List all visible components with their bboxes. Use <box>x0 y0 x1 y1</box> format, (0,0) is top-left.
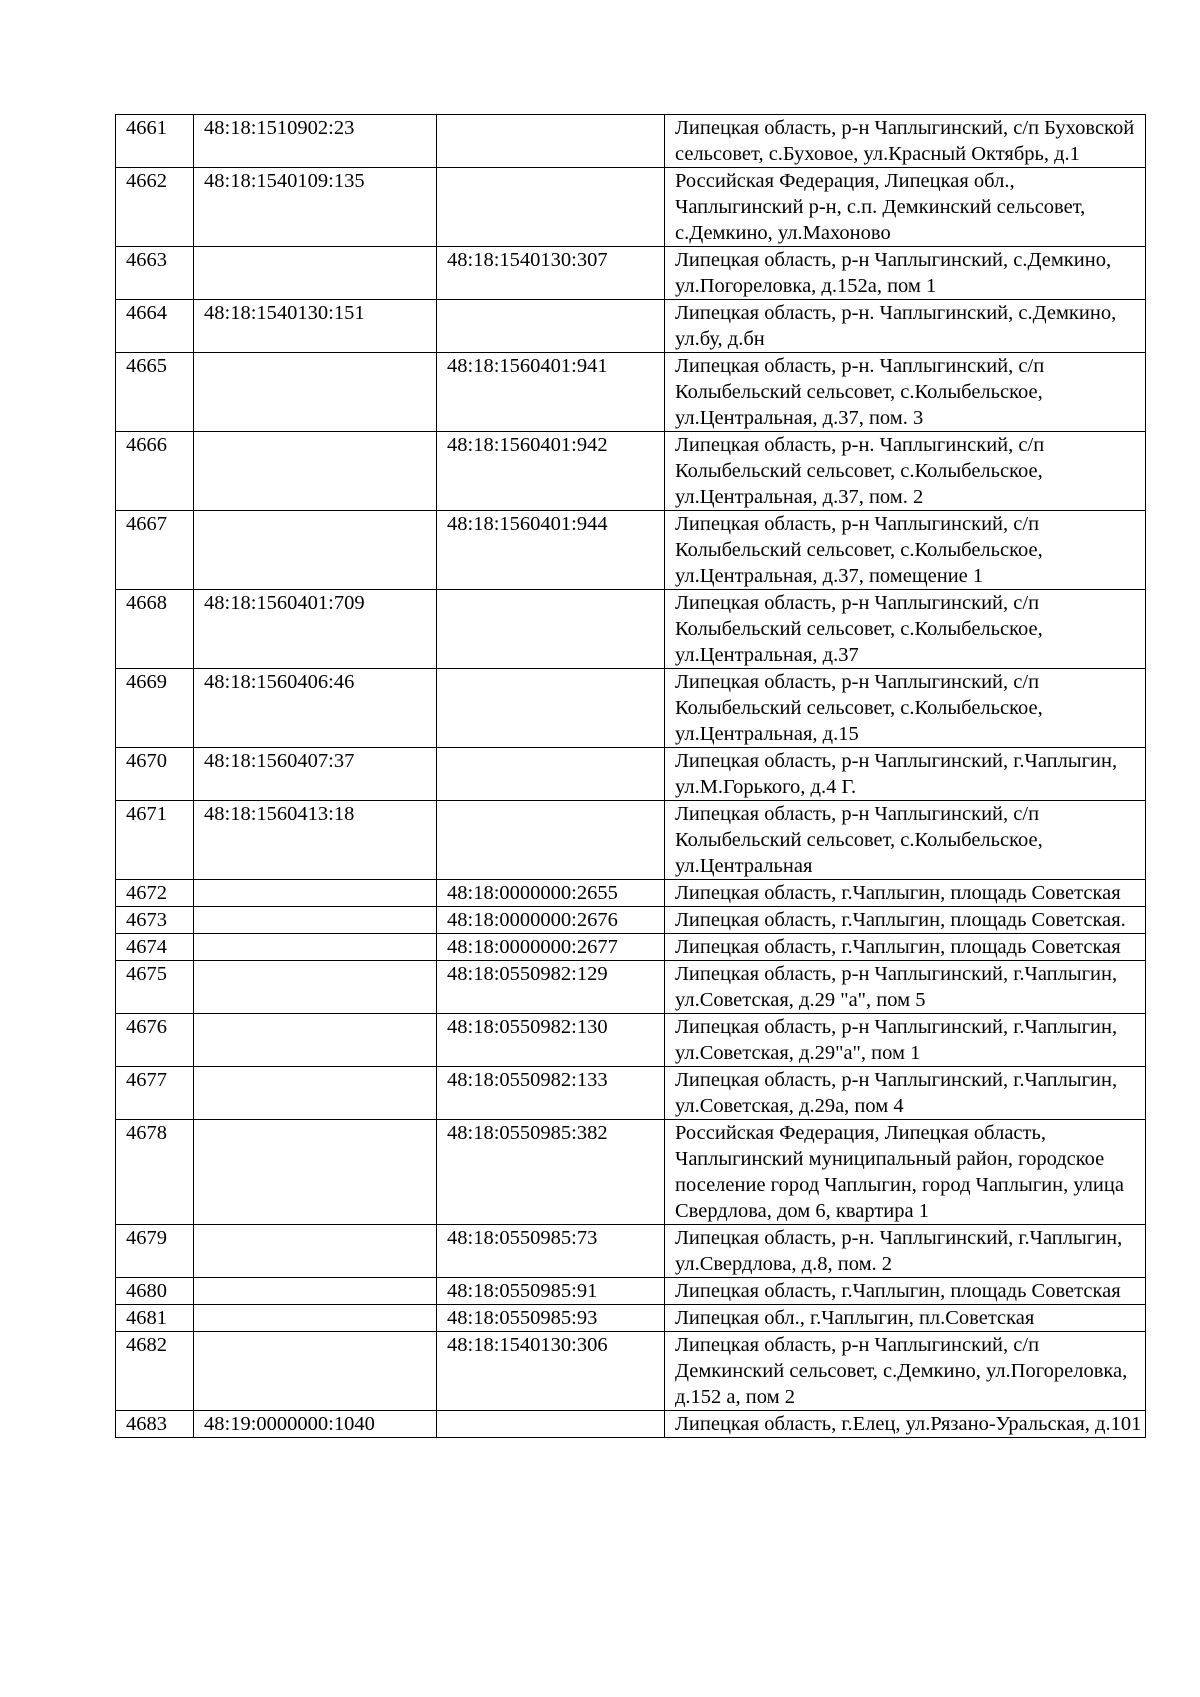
land-cadastral-number-cell: 48:18:1560413:18 <box>194 801 437 880</box>
object-cadastral-number-cell: 48:18:1560401:942 <box>437 432 665 511</box>
address-cell: Липецкая область, р-н Чаплыгинский, г.Чаплыгин, ул.Советская, д.29"а", пом 1 <box>665 1014 1146 1067</box>
address-cell: Липецкая область, р-н Чаплыгинский, с/п Демкинский сельсовет, с.Демкино, ул.Погореловка, д.152 а, пом 2 <box>665 1332 1146 1411</box>
table-row <box>116 880 1146 907</box>
land-cadastral-number-cell <box>194 511 437 590</box>
row-number-cell: 4671 <box>116 801 194 880</box>
land-cadastral-number-cell <box>194 1014 437 1067</box>
address-cell: Липецкая область, р-н Чаплыгинский, с/п Колыбельский сельсовет, с.Колыбельское, ул.Центральная, д.37, помещение 1 <box>665 511 1146 590</box>
object-cadastral-number-cell: 48:18:1540130:306 <box>437 1332 665 1411</box>
object-cadastral-number-cell: 48:18:0550985:93 <box>437 1305 665 1332</box>
table-row <box>116 1305 1146 1332</box>
address-cell: Липецкая область, г.Чаплыгин, площадь Советская <box>665 1278 1146 1305</box>
object-cadastral-number-cell <box>437 115 665 168</box>
row-number-cell: 4673 <box>116 907 194 934</box>
land-cadastral-number-cell: 48:18:1510902:23 <box>194 115 437 168</box>
object-cadastral-number-cell: 48:18:0550985:382 <box>437 1120 665 1225</box>
address-cell: Липецкая область, р-н Чаплыгинский, с/п Колыбельский сельсовет, с.Колыбельское, ул.Центральная, д.15 <box>665 669 1146 748</box>
table-row <box>116 115 1146 168</box>
row-number-cell: 4674 <box>116 934 194 961</box>
land-cadastral-number-cell <box>194 1332 437 1411</box>
land-cadastral-number-cell <box>194 961 437 1014</box>
address-cell: Липецкая область, р-н Чаплыгинский, с/п Буховской сельсовет, с.Буховое, ул.Красный Октябрь, д.1 <box>665 115 1146 168</box>
row-number-cell: 4676 <box>116 1014 194 1067</box>
object-cadastral-number-cell: 48:18:0550982:129 <box>437 961 665 1014</box>
object-cadastral-number-cell <box>437 669 665 748</box>
table-row <box>116 1278 1146 1305</box>
object-cadastral-number-cell: 48:18:1560401:941 <box>437 353 665 432</box>
object-cadastral-number-cell <box>437 300 665 353</box>
address-cell: Липецкая область, р-н Чаплыгинский, с/п Колыбельский сельсовет, с.Колыбельское, ул.Центральная <box>665 801 1146 880</box>
address-cell: Липецкая область, р-н. Чаплыгинский, с.Демкино, ул.бу, д.бн <box>665 300 1146 353</box>
land-cadastral-number-cell <box>194 907 437 934</box>
row-number-cell: 4678 <box>116 1120 194 1225</box>
table-row <box>116 1067 1146 1120</box>
table-row <box>116 511 1146 590</box>
land-cadastral-number-cell <box>194 247 437 300</box>
row-number-cell: 4672 <box>116 880 194 907</box>
address-cell: Липецкая область, р-н Чаплыгинский, г.Чаплыгин, ул.Советская, д.29 "а", пом 5 <box>665 961 1146 1014</box>
table-row <box>116 934 1146 961</box>
table-row <box>116 961 1146 1014</box>
row-number-cell: 4677 <box>116 1067 194 1120</box>
object-cadastral-number-cell <box>437 748 665 801</box>
address-cell: Липецкая область, р-н Чаплыгинский, г.Чаплыгин, ул.М.Горького, д.4 Г. <box>665 748 1146 801</box>
row-number-cell: 4663 <box>116 247 194 300</box>
address-cell: Липецкая область, р-н Чаплыгинский, г.Чаплыгин, ул.Советская, д.29а, пом 4 <box>665 1067 1146 1120</box>
registry-table-body <box>116 115 1146 1438</box>
land-cadastral-number-cell <box>194 1305 437 1332</box>
row-number-cell: 4679 <box>116 1225 194 1278</box>
table-row <box>116 300 1146 353</box>
table-row <box>116 1411 1146 1438</box>
table-row <box>116 353 1146 432</box>
table-row <box>116 907 1146 934</box>
object-cadastral-number-cell <box>437 590 665 669</box>
object-cadastral-number-cell <box>437 1411 665 1438</box>
table-row <box>116 801 1146 880</box>
land-cadastral-number-cell <box>194 432 437 511</box>
object-cadastral-number-cell: 48:18:0000000:2676 <box>437 907 665 934</box>
object-cadastral-number-cell: 48:18:0550982:133 <box>437 1067 665 1120</box>
land-cadastral-number-cell <box>194 1278 437 1305</box>
row-number-cell: 4668 <box>116 590 194 669</box>
address-cell: Липецкая область, г.Чаплыгин, площадь Советская. <box>665 907 1146 934</box>
table-row <box>116 432 1146 511</box>
row-number-cell: 4683 <box>116 1411 194 1438</box>
table-row <box>116 1120 1146 1225</box>
table-row <box>116 247 1146 300</box>
object-cadastral-number-cell: 48:18:0000000:2677 <box>437 934 665 961</box>
address-cell: Российская Федерация, Липецкая область, Чаплыгинский муниципальный район, городское поселение город Чаплыгин, город Чаплыгин, улица Свердлова, дом 6, квартира 1 <box>665 1120 1146 1225</box>
address-cell: Липецкая область, г.Чаплыгин, площадь Советская <box>665 934 1146 961</box>
table-row <box>116 168 1146 247</box>
address-cell: Липецкая область, р-н. Чаплыгинский, г.Чаплыгин, ул.Свердлова, д.8, пом. 2 <box>665 1225 1146 1278</box>
address-cell: Российская Федерация, Липецкая обл., Чаплыгинский р-н, с.п. Демкинский сельсовет, с.Демкино, ул.Махоново <box>665 168 1146 247</box>
address-cell: Липецкая область, р-н Чаплыгинский, с.Демкино, ул.Погореловка, д.152а, пом 1 <box>665 247 1146 300</box>
land-cadastral-number-cell <box>194 1120 437 1225</box>
table-row <box>116 590 1146 669</box>
row-number-cell: 4666 <box>116 432 194 511</box>
land-cadastral-number-cell <box>194 934 437 961</box>
land-cadastral-number-cell <box>194 1225 437 1278</box>
object-cadastral-number-cell: 48:18:1540130:307 <box>437 247 665 300</box>
land-cadastral-number-cell: 48:19:0000000:1040 <box>194 1411 437 1438</box>
table-row <box>116 669 1146 748</box>
address-cell: Липецкая область, г.Елец, ул.Рязано-Уральская, д.101 <box>665 1411 1146 1438</box>
row-number-cell: 4662 <box>116 168 194 247</box>
row-number-cell: 4669 <box>116 669 194 748</box>
land-cadastral-number-cell: 48:18:1540130:151 <box>194 300 437 353</box>
row-number-cell: 4681 <box>116 1305 194 1332</box>
table-row <box>116 1332 1146 1411</box>
land-cadastral-number-cell <box>194 353 437 432</box>
row-number-cell: 4667 <box>116 511 194 590</box>
row-number-cell: 4682 <box>116 1332 194 1411</box>
table-row <box>116 1225 1146 1278</box>
land-cadastral-number-cell: 48:18:1560401:709 <box>194 590 437 669</box>
row-number-cell: 4675 <box>116 961 194 1014</box>
land-cadastral-number-cell: 48:18:1560407:37 <box>194 748 437 801</box>
address-cell: Липецкая область, р-н Чаплыгинский, с/п Колыбельский сельсовет, с.Колыбельское, ул.Центральная, д.37 <box>665 590 1146 669</box>
land-cadastral-number-cell <box>194 1067 437 1120</box>
property-registry-table <box>115 114 1146 1438</box>
row-number-cell: 4670 <box>116 748 194 801</box>
address-cell: Липецкая область, р-н. Чаплыгинский, с/п Колыбельский сельсовет, с.Колыбельское, ул.Центральная, д.37, пом. 3 <box>665 353 1146 432</box>
address-cell: Липецкая обл., г.Чаплыгин, пл.Советская <box>665 1305 1146 1332</box>
land-cadastral-number-cell <box>194 880 437 907</box>
address-cell: Липецкая область, г.Чаплыгин, площадь Советская <box>665 880 1146 907</box>
address-cell: Липецкая область, р-н. Чаплыгинский, с/п Колыбельский сельсовет, с.Колыбельское, ул.Центральная, д.37, пом. 2 <box>665 432 1146 511</box>
object-cadastral-number-cell: 48:18:0550982:130 <box>437 1014 665 1067</box>
object-cadastral-number-cell: 48:18:1560401:944 <box>437 511 665 590</box>
object-cadastral-number-cell <box>437 168 665 247</box>
land-cadastral-number-cell: 48:18:1560406:46 <box>194 669 437 748</box>
row-number-cell: 4664 <box>116 300 194 353</box>
object-cadastral-number-cell <box>437 801 665 880</box>
object-cadastral-number-cell: 48:18:0550985:91 <box>437 1278 665 1305</box>
table-row <box>116 1014 1146 1067</box>
row-number-cell: 4661 <box>116 115 194 168</box>
land-cadastral-number-cell: 48:18:1540109:135 <box>194 168 437 247</box>
row-number-cell: 4680 <box>116 1278 194 1305</box>
object-cadastral-number-cell: 48:18:0550985:73 <box>437 1225 665 1278</box>
row-number-cell: 4665 <box>116 353 194 432</box>
object-cadastral-number-cell: 48:18:0000000:2655 <box>437 880 665 907</box>
table-row <box>116 748 1146 801</box>
